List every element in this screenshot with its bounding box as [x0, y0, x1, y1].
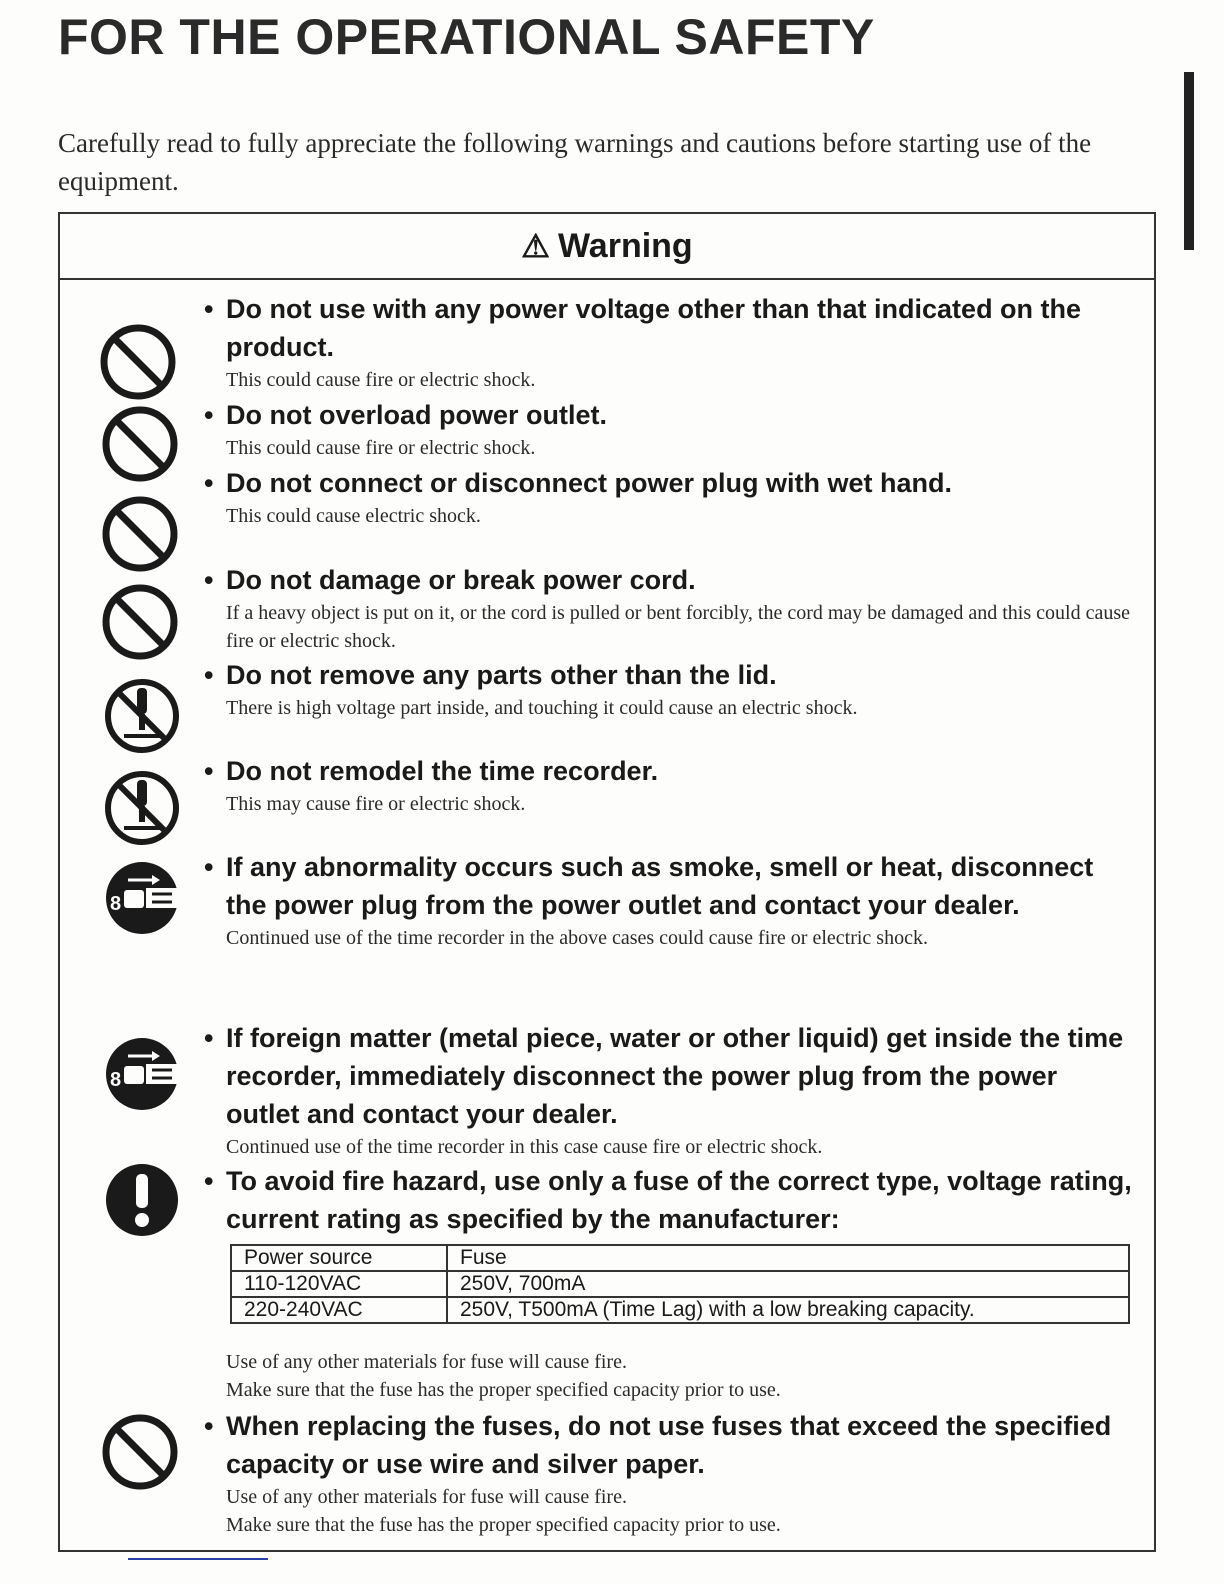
page-title: FOR THE OPERATIONAL SAFETY: [58, 9, 875, 65]
table-header-cell: Fuse: [447, 1245, 1129, 1271]
table-header-row: [231, 1245, 1129, 1271]
item-body: Continued use of the time recorder in the above cases could cause fire or electric shock.: [226, 927, 928, 949]
exclamation-icon: [102, 1160, 182, 1240]
fuse-spec-table: [230, 1244, 1130, 1324]
item-body: If a heavy object is put on it, or the cord is pulled or bent forcibly, the cord may be damaged and this could cause fire or electric shock.: [226, 602, 1130, 652]
item-body: This could cause fire or electric shock.: [226, 437, 536, 459]
prohibition-icon: [100, 1412, 180, 1492]
warning-triangle-icon: ⚠: [521, 228, 550, 264]
page-underline-mark: [128, 1558, 268, 1560]
warning-item: [204, 290, 1136, 394]
page-edge-marker: [1184, 72, 1194, 250]
warning-item: [204, 1162, 1136, 1238]
bullet: •: [204, 660, 214, 690]
bullet: •: [204, 756, 214, 786]
prohibition-icon: [100, 494, 180, 574]
item-heading: Do not connect or disconnect power plug with wet hand.: [226, 468, 953, 498]
svg-text:8: 8: [110, 1069, 122, 1091]
warning-item: [204, 561, 1136, 655]
item-heading: When replacing the fuses, do not use fuses that exceed the specified capacity or use wire and silver paper.: [226, 1411, 1112, 1479]
item-heading: Do not damage or break power cord.: [226, 565, 696, 595]
warning-item: [204, 1019, 1136, 1161]
svg-text:8: 8: [110, 893, 122, 915]
table-cell: 250V, 700mA: [447, 1271, 1129, 1297]
bullet: •: [204, 565, 214, 595]
item-heading: If any abnormality occurs such as smoke, smell or heat, disconnect the power plug from the power outlet and contact your dealer.: [226, 852, 1094, 920]
intro-text: Carefully read to fully appreciate the following warnings and cautions before starting use of the equipment.: [58, 128, 1092, 196]
warning-item: [204, 1407, 1136, 1539]
no-disassembly-icon: [102, 768, 182, 848]
item-body: Continued use of the time recorder in this case cause fire or electric shock.: [226, 1136, 823, 1158]
table-row: [231, 1271, 1129, 1297]
item-heading: Do not overload power outlet.: [226, 400, 608, 430]
item-body: This could cause electric shock.: [226, 505, 481, 527]
item-heading: If foreign matter (metal piece, water or other liquid) get inside the time recorder, immediately disconnect the power plug from the power outlet and contact your dealer.: [226, 1023, 1124, 1129]
bullet: •: [204, 852, 214, 882]
table-cell: 250V, T500mA (Time Lag) with a low breaking capacity.: [447, 1297, 1129, 1323]
item-body: Use of any other materials for fuse will cause fire.: [226, 1351, 627, 1373]
item-heading: Do not remodel the time recorder.: [226, 756, 659, 786]
warning-item: [204, 848, 1136, 952]
prohibition-icon: [100, 404, 180, 484]
table-row: [231, 1297, 1129, 1323]
table-cell: 110-120VAC: [231, 1271, 447, 1297]
item-body-block: [226, 1348, 1136, 1404]
warning-header-label: Warning: [557, 226, 693, 265]
item-body: Use of any other materials for fuse will cause fire.: [226, 1486, 627, 1508]
item-body: This could cause fire or electric shock.: [226, 369, 536, 391]
unplug-icon: [102, 858, 182, 938]
table-cell: 220-240VAC: [231, 1297, 447, 1323]
prohibition-icon: [98, 322, 178, 402]
item-body: There is high voltage part inside, and touching it could cause an electric shock.: [226, 697, 858, 719]
warning-header: [60, 214, 1154, 280]
bullet: •: [204, 1166, 214, 1196]
item-body: Make sure that the fuse has the proper specified capacity prior to use.: [226, 1514, 781, 1536]
table-header-cell: Power source: [231, 1245, 447, 1271]
bullet: •: [204, 1023, 214, 1053]
bullet: •: [204, 294, 214, 324]
bullet: •: [204, 1411, 214, 1441]
warning-item: [204, 752, 1136, 818]
bullet: •: [204, 400, 214, 430]
item-body: Make sure that the fuse has the proper specified capacity prior to use.: [226, 1379, 781, 1401]
prohibition-icon: [100, 582, 180, 662]
bullet: •: [204, 468, 214, 498]
item-heading: Do not remove any parts other than the lid.: [226, 660, 777, 690]
warning-item: [204, 464, 1136, 530]
unplug-icon: [102, 1034, 182, 1114]
item-heading: Do not use with any power voltage other than that indicated on the product.: [226, 294, 1082, 362]
warning-item: [204, 656, 1136, 722]
warning-item: [204, 396, 1136, 462]
item-heading: To avoid fire hazard, use only a fuse of the correct type, voltage rating, current rating as specified by the manufacturer:: [226, 1166, 1132, 1234]
no-disassembly-icon: [102, 676, 182, 756]
item-body: This may cause fire or electric shock.: [226, 793, 526, 815]
